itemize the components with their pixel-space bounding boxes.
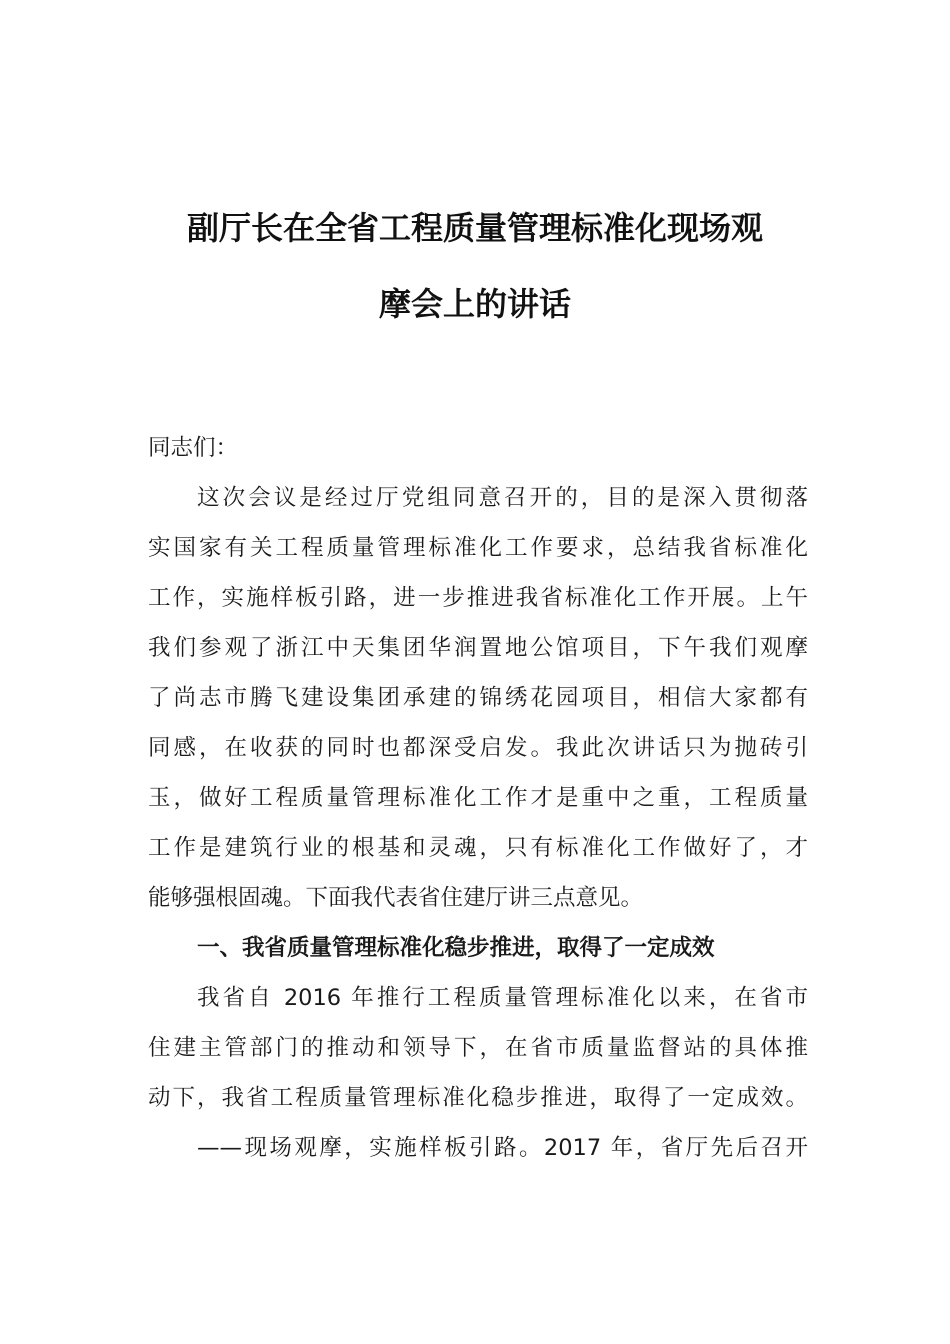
title-line-2: 摩会上的讲话 bbox=[378, 285, 571, 323]
paragraph-1-line: 这次会议是经过厅党组同意召开的，目的是深入贯彻落 bbox=[197, 485, 808, 511]
document-body bbox=[148, 423, 808, 1173]
paragraph-2-line: 动下，我省工程质量管理标准化稳步推进，取得了一定成效。 bbox=[148, 1085, 808, 1111]
paragraph-1-line: 玉，做好工程质量管理标准化工作才是重中之重，工程质量 bbox=[148, 785, 808, 811]
paragraph-3-line: ——现场观摩，实施样板引路。2017 年，省厅先后召开 bbox=[197, 1135, 808, 1161]
salutation: 同志们： bbox=[148, 435, 239, 461]
paragraph-1-line: 工作，实施样板引路，进一步推进我省标准化工作开展。上午 bbox=[148, 585, 808, 611]
section-1-heading: 一、我省质量管理标准化稳步推进，取得了一定成效 bbox=[197, 935, 715, 961]
paragraph-1-line: 同感，在收获的同时也都深受启发。我此次讲话只为抛砖引 bbox=[148, 735, 808, 761]
title-line-1: 副厅长在全省工程质量管理标准化现场观 bbox=[186, 209, 763, 247]
paragraph-1-line: 我们参观了浙江中天集团华润置地公馆项目，下午我们观摩 bbox=[148, 635, 808, 661]
paragraph-1-line: 实国家有关工程质量管理标准化工作要求，总结我省标准化 bbox=[148, 535, 808, 561]
document-title bbox=[140, 190, 810, 342]
paragraph-1-line: 工作是建筑行业的根基和灵魂，只有标准化工作做好了，才 bbox=[148, 835, 808, 861]
paragraph-1-line: 能够强根固魂。下面我代表省住建厅讲三点意见。 bbox=[148, 885, 644, 911]
paragraph-2-line: 我省自 2016 年推行工程质量管理标准化以来，在省市 bbox=[197, 985, 808, 1011]
paragraph-2-line: 住建主管部门的推动和领导下，在省市质量监督站的具体推 bbox=[148, 1035, 808, 1061]
paragraph-1-line: 了尚志市腾飞建设集团承建的锦绣花园项目，相信大家都有 bbox=[148, 685, 808, 711]
